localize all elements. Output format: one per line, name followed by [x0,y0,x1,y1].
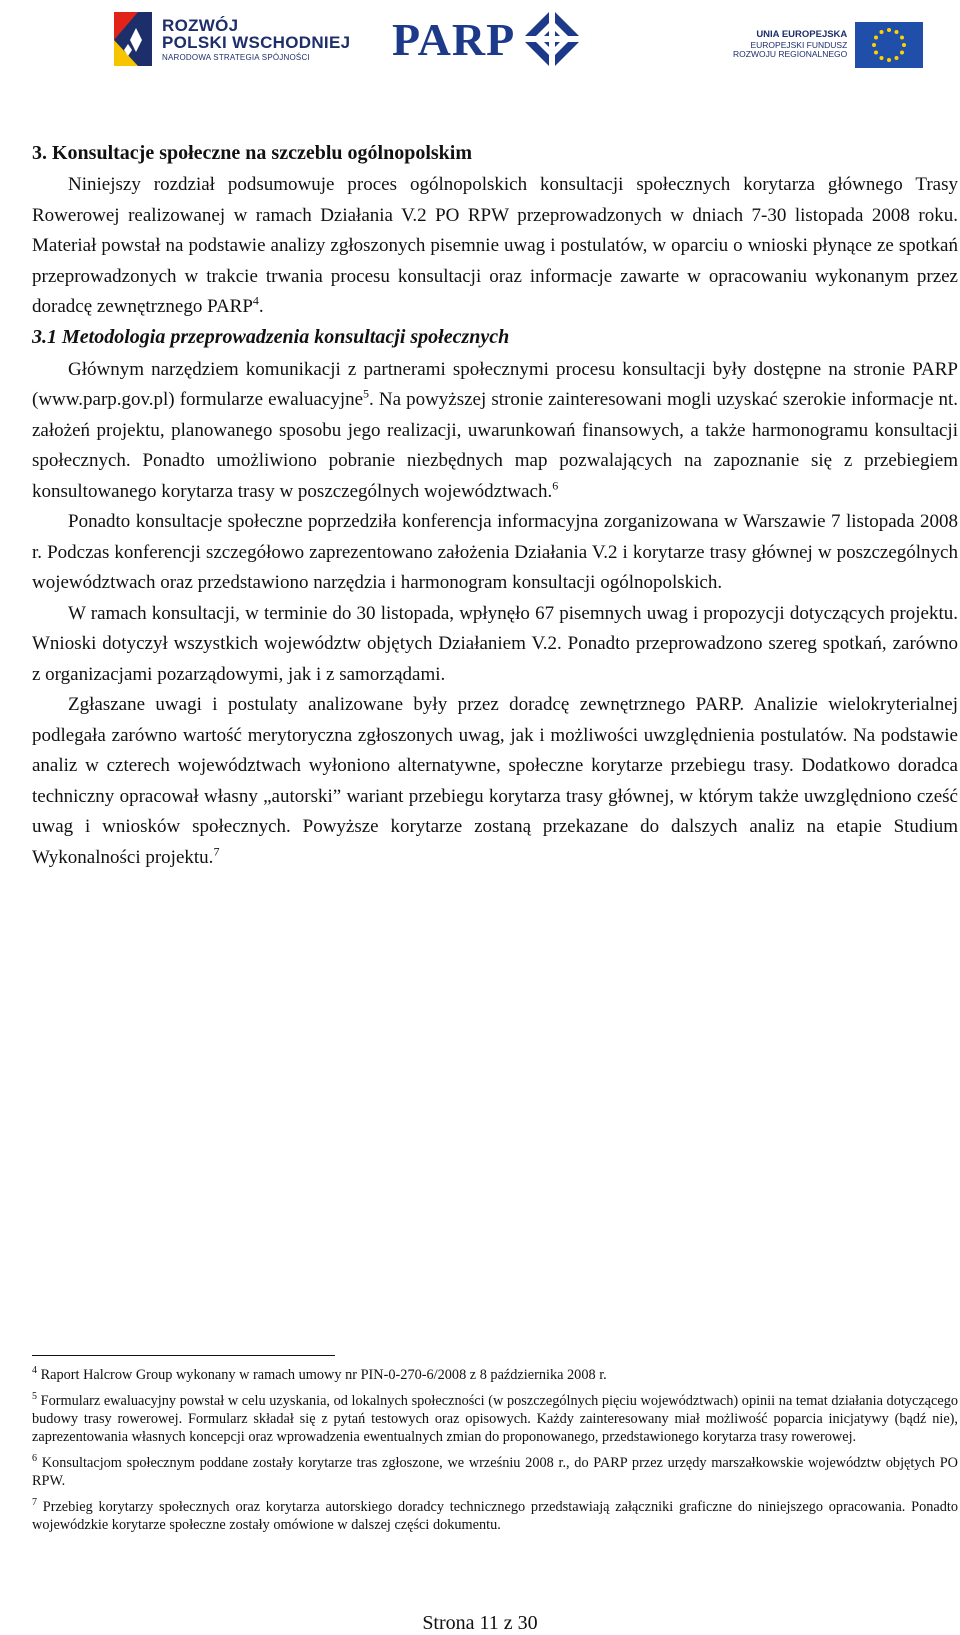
eu-logo [733,22,923,68]
eu-line3: ROZWOJU REGIONALNEGO [733,49,848,60]
paragraph-3: Ponadto konsultacje społeczne poprzedziła konferencja informacyjna zorganizowana w Warszawie 7 listopada 2008 r. Podczas konferencji szczegółowo zaprezentowano założenia Działania V.2 i korytarze trasy głównej w poszczególnych województwach oraz przedstawiono narzędzia i harmonogram konsultacji ogólnopolskich. [32,511,958,593]
page-header [0,0,960,80]
footnote [32,1366,958,1384]
eu-line1: UNIA EUROPEJSKA [756,28,848,40]
footnote [32,1498,958,1534]
eu-flag-icon [855,22,923,68]
footnote-number: 4 [32,1365,37,1377]
footnote-ref-7[interactable]: 7 [213,844,220,859]
parp-logo-text: PARP [392,13,516,65]
footnote-separator [32,1355,335,1356]
footnote [32,1454,958,1490]
rpw-line2: POLSKI WSCHODNIEJ [162,32,351,52]
eu-line2: EUROPEJSKI FUNDUSZ [750,39,848,50]
rpw-line1: ROZWÓJ [162,15,239,35]
page-number: Strona 11 z 30 [422,1612,538,1634]
paragraph-5 [32,690,958,873]
parp-diamond-icon [521,8,583,70]
rpw-line3: NARODOWA STRATEGIA SPÓJNOŚCI [162,52,310,62]
paragraph-5-text: Zgłaszane uwagi i postulaty analizowane były przez doradcę zewnętrznego PARP. Analizie wielokryterialnej podlegała zarówno wartość merytoryczna zgłoszonych uwag, jak i możliwości uwzględnienia postulatów. Na podstawie analiz w czterech województwach wyłoniono alternatywne, społeczne korytarze przebiegu trasy. Dodatkowo doradca techniczny opracował własny „autorski” wariant przebiegu korytarza trasy głównej, w którym także uwzględniono cześć uwag i wniosków społecznych. Powyższe korytarze zostaną przekazane do dalszych analiz na etapie Studium Wykonalności projektu. [32,694,958,868]
paragraph-4: W ramach konsultacji, w terminie do 30 listopada, wpłynęło 67 pisemnych uwag i propozycji dotyczących projektu. Wnioski dotyczył wszystkich województw objętych Działaniem V.2. Ponadto przeprowadzono szereg spotkań, zarówno z organizacjami pozarządowymi, jak i z samorządami. [32,602,958,685]
paragraph-1-end: . [258,296,264,317]
paragraph-2-text-a: Głównym narzędziem komunikacji z partnerami społecznymi procesu konsultacji były dostępne na stronie PARP (www.parp.gov.pl) formularze ewaluacyjne [32,358,958,410]
paragraph-2 [32,355,958,508]
footnotes [32,1366,958,1542]
footnote-text: Przebieg korytarzy społecznych oraz korytarza autorskiego doradcy technicznego przedstawiają załączniki graficzne do niniejszego opracowania. Ponadto wojewódzkie korytarze społeczne zostały omówione w dalszej części dokumentu. [32,1499,958,1533]
paragraph-2-text-b: . Na powyższej stronie zainteresowani mogli uzyskać szerokie informacje nt. założeń projektu, planowanego sposobu jego realizacji, uwarunkowań finansowych, a także harmonogramu konsultacji społecznych. Ponadto umożliwiono pobranie niezbędnych map pozwalających na zapoznanie się z przebiegiem konsultowanego korytarza trasy w poszczególnych województwach. [32,389,958,502]
footnote-ref-6[interactable]: 6 [552,478,559,493]
subsection-title: 3.1 Metodologia przeprowadzenia konsultacji społecznych [32,325,510,348]
paragraph-1 [32,170,958,323]
footnote [32,1392,958,1446]
footnote-ref-4[interactable]: 4 [252,293,259,308]
footnote-number: 5 [32,1391,37,1403]
parp-logo [392,8,583,70]
section-title: 3. Konsultacje społeczne na szczeblu ogólnopolskim [32,142,473,164]
paragraph-1-text: Niniejszy rozdział podsumowuje proces ogólnopolskich konsultacji społecznych korytarza głównego Trasy Rowerowej realizowanej w ramach Działania V.2 PO RPW przeprowadzonych w dniach 7-30 listopada 2008 roku. Materiał powstał na podstawie analizy zgłoszonych pisemnie uwag i postulatów, w oparciu o wnioski płynące ze spotkań przeprowadzonych w trakcie trwania procesu konsultacji oraz informacje zawarte w opracowaniu wykonanym przez doradcę zewnętrznego PARP [32,174,958,317]
footnote-number: 6 [32,1453,37,1465]
rpw-logo [108,10,350,68]
main-content [32,140,958,873]
footnote-text: Raport Halcrow Group wykonany w ramach umowy nr PIN-0-270-6/2008 z 8 października 2008 r. [40,1367,607,1383]
rpw-emblem-icon [108,10,156,68]
footnote-number: 7 [32,1497,37,1509]
footnote-text: Formularz ewaluacyjny powstał w celu uzyskania, od lokalnych społeczności (w poszczególnych pięciu województwach) opinii na temat działania dotyczącego budowy trasy rowerowej. Formularz składał się z pytań testowych oraz opisowych. Każdy zainteresowany miał możliwość poparcia inicjatywy (bądź nie), zaprezentowania własnych koncepcji oraz wprowadzenia ewentualnych zmian do proponowanego, przedstawionego korytarza trasy rowerowej. [32,1393,958,1445]
footnote-ref-5[interactable]: 5 [363,386,370,401]
footnote-text: Konsultacjom społecznym poddane zostały korytarze tras zgłoszone, we wrześniu 2008 r., do PARP przez urzędy marszałkowskie województw objętych PO RPW. [32,1455,958,1489]
